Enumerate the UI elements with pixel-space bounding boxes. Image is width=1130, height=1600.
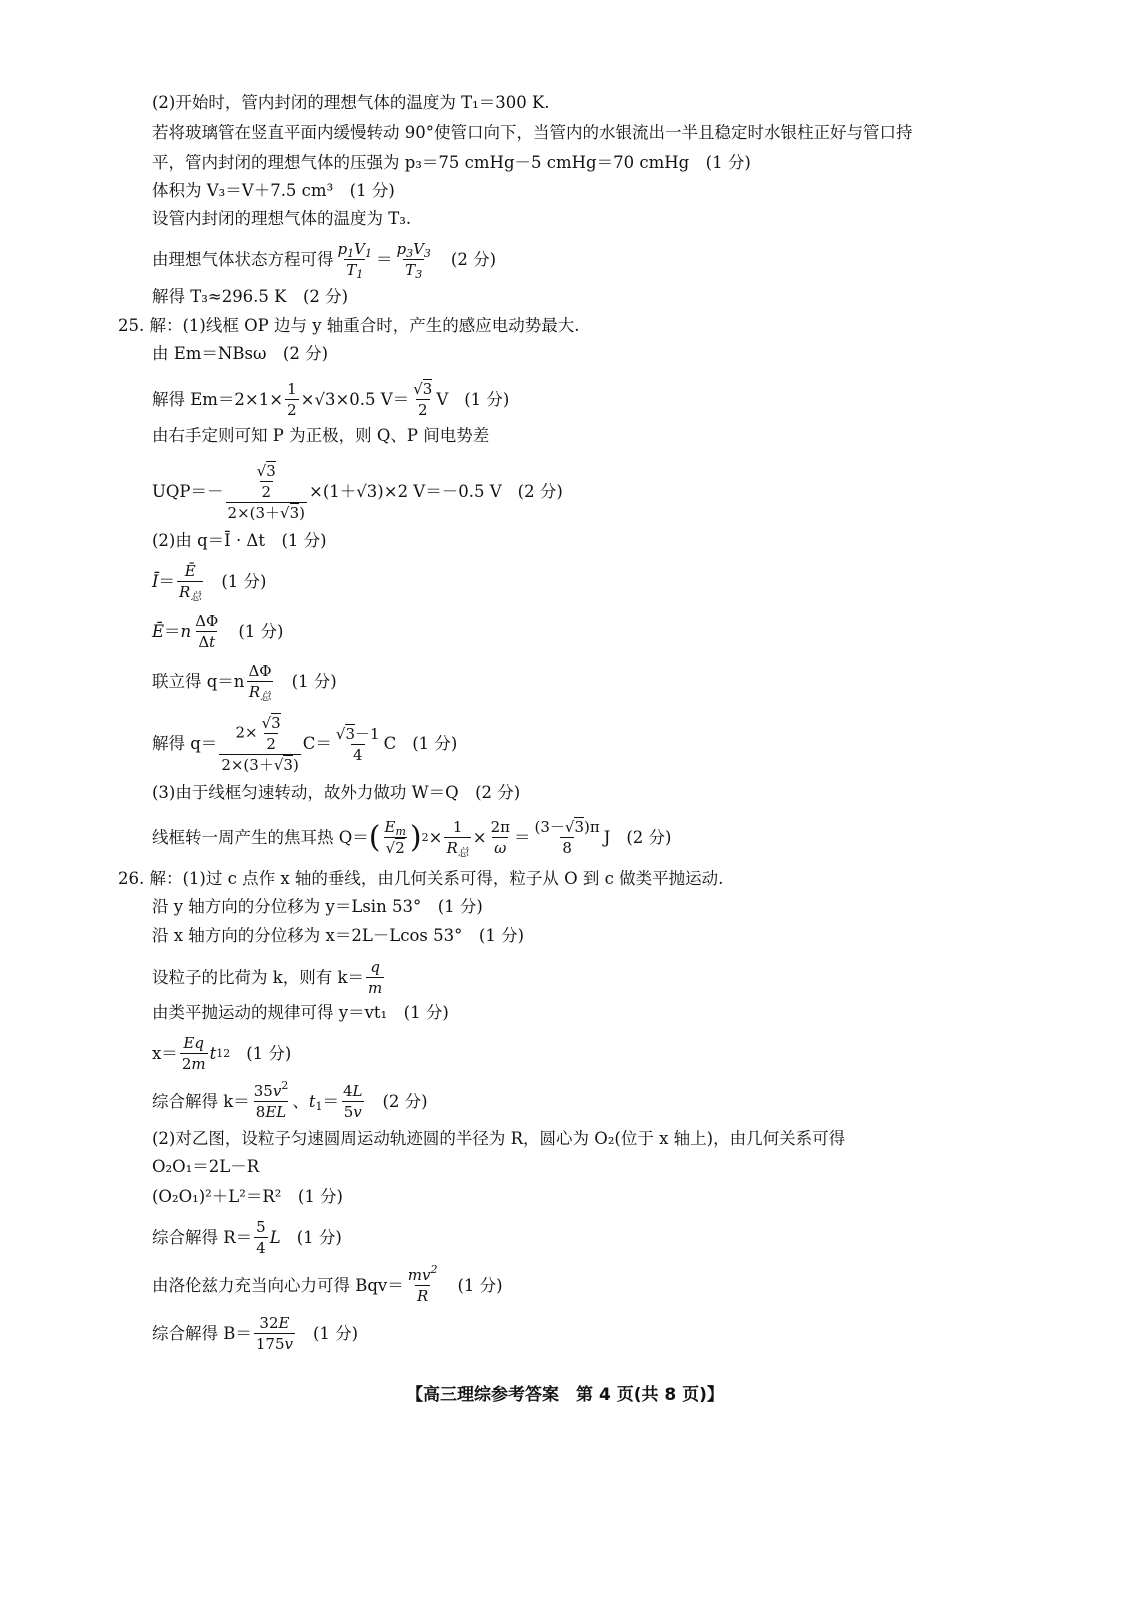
q26-lorentz-eq [152,1263,503,1305]
q26-title: 26. 解：(1)过 c 点作 x 轴的垂线，由几何关系可得，粒子从 O 到 c 做类平抛运动. [118,869,724,888]
eq-prefix: 综合解得 k＝ [152,1091,250,1111]
fraction-5-4: $\frac{5}{4}$ [256,1218,266,1257]
points-label: (2 分) [450,249,497,269]
q25-p2-charge: (2)由 q＝Ī · Δt (1 分) [152,531,327,550]
q25-title: 25. 解：(1)线框 OP 边与 y 轴重合时，产生的感应电动势最大. [118,316,580,335]
eq-prefix: UQP＝－ [152,482,224,501]
q25-uqp-equation [152,462,563,522]
points-label: (1 分) [313,1323,359,1343]
points-label: (1 分) [412,734,458,753]
fraction-mv2-r: $\frac{mv^2}{R}$ [407,1263,438,1305]
p2-line4: 设管内封闭的理想气体的温度为 T₃. [152,209,412,228]
fraction-one-r: $\frac{1}{R_总}$ [446,818,469,859]
p2-result: 解得 T₃≈296.5 K (2 分) [152,287,349,306]
q25-joint-eq [152,662,337,701]
eq-prefix: x＝ [152,1043,178,1063]
q26-k-solve: 综合解得 k＝ $\frac{35v^2}{8EL}$ 、$t_1=$ $\frac{4L}{5v}$ (2 分) [152,1079,428,1121]
eq-suffix: ×(1＋√3)×2 V＝－0.5 V [309,482,502,501]
fraction-dphi-dt: $\frac{\Delta\Phi}{\Delta t}$ [195,612,219,651]
eq-prefix: 综合解得 R＝ [152,1227,253,1247]
unit-coulomb: C [383,734,397,753]
points-label: (1 分) [221,571,267,591]
points-label: (1 分) [291,671,337,691]
q25-em: 由 Em＝NBsω (2 分) [152,344,329,363]
q25-p3-work: (3)由于线框匀速转动，故外力做功 W＝Q (2 分) [152,783,521,802]
eq-prefix: 联立得 q＝n [152,671,245,691]
fraction-uqp: $\frac{\frac{√3}{2}}{2\times(3+√3)}$ [227,462,306,522]
unit-joule: J [603,827,611,847]
eq-prefix: 由理想气体状态方程可得 [152,249,334,269]
fraction-4l-5v: $\frac{4L}{5v}$ [342,1082,363,1121]
p2-line1: 若将玻璃管在竖直平面内缓慢转动 90°使管口向下，当管内的水银流出一半且稳定时水银柱正好与管口持 [152,123,913,142]
fraction-e-r: $\frac{Ē}{R_总}$ [179,562,202,603]
points-label: (2 分) [517,482,563,501]
q26-charge-ratio [152,958,386,997]
points-label: (2 分) [626,827,672,847]
q26-uniform-motion: 由类平抛运动的规律可得 y＝vt₁ (1 分) [152,1003,449,1022]
eq-prefix: 由洛伦兹力充当向心力可得 Bqv＝ [152,1275,404,1295]
fraction-sqrt3-half: $\frac{√3}{2}$ [413,380,433,419]
eq-prefix: 线框转一周产生的焦耳热 Q＝ [152,827,369,847]
p2-line3: 体积为 V₃＝V＋7.5 cm³ (1 分) [152,181,395,200]
q25-right-hand-rule: 由右手定则可知 P 为正极，则 Q、P 间电势差 [152,426,490,445]
points-label: (2 分) [382,1091,428,1111]
q26-p2-intro: (2)对乙图，设粒子匀速圆周运动轨迹圆的半径为 R，圆心为 O₂(位于 x 轴上)，由几何关系可得 [152,1129,846,1148]
q25-emf-eq: Ē ＝n $\frac{\Delta\Phi}{\Delta t}$ (1 分) [152,612,284,651]
eq-mid: ×√3×0.5 V＝ [300,389,410,409]
q25-heat-eq: 线框转一周产生的焦耳热 Q＝ ( $\frac{E_m}{√2}$ ) 2 × $\frac{1}{R_总}$ × $\frac{2\pi}{\omega}$ ＝ $\frac{(3-√3)\pi}{8}$ J (2 分) [152,818,672,859]
fraction-q-m: $\frac{q}{m}$ [368,958,383,997]
q26-radius-solve: 综合解得 R＝ $\frac{5}{4}$ L (1 分) [152,1218,342,1257]
eq-prefix: 解得 Em＝2×1× [152,389,284,409]
ideal-gas-equation: 由理想气体状态方程可得 $\frac{p_1V_1}{T_1}$ ＝ $\frac{p_3V_3}{T_3}$ (2 分) [152,240,497,281]
q25-current-eq: Ī ＝ $\frac{Ē}{R_总}$ (1 分) [152,562,267,603]
fraction-35v2-8el: $\frac{35v^2}{8EL}$ [253,1079,289,1121]
eq-prefix: 综合解得 B＝ [152,1323,252,1343]
points-label: (1 分) [296,1227,342,1247]
eq-prefix: 解得 q＝ [152,734,218,753]
fraction-heat-result: $\frac{(3-√3)\pi}{8}$ [534,818,600,857]
fraction-2pi-omega: $\frac{2\pi}{\omega}$ [490,818,510,857]
fraction-p3v3-t3: $\frac{p_3V_3}{T_3}$ [396,240,431,281]
points-label: (1 分) [246,1043,292,1063]
fraction-charge-result: $\frac{√3-1}{4}$ [335,724,380,764]
fraction-half: $\frac{1}{2}$ [287,380,297,419]
points-label: (1 分) [457,1275,503,1295]
points-label: (1 分) [464,389,510,409]
q25-em-solve [152,380,509,419]
q26-x-equation: x＝ $\frac{Eq}{2m}$ t 1 2 (1 分) [152,1034,292,1073]
fraction-eq-2m: $\frac{Eq}{2m}$ [181,1034,206,1073]
p2-intro: (2)开始时，管内封闭的理想气体的温度为 T₁＝300 K. [152,93,550,112]
q26-pythagoras: (O₂O₁)²＋L²＝R² (1 分) [152,1187,343,1206]
q26-y-displacement: 沿 y 轴方向的分位移为 y＝Lsin 53° (1 分) [152,897,483,916]
unit-coulomb: C＝ [302,734,332,753]
fraction-p1v1-t1: $\frac{p_1V_1}{T_1}$ [337,240,372,281]
fraction-em-sqrt2: $\frac{E_m}{√2}$ [384,818,406,857]
q25-charge-solve [152,714,457,774]
unit-volt: V [436,389,449,409]
points-label: (1 分) [238,621,284,641]
eq-prefix: 设粒子的比荷为 k，则有 k＝ [152,967,364,987]
page-footer: 【高三理综参考答案 第 4 页(共 8 页)】 [406,1385,724,1405]
q26-b-solve [152,1314,358,1353]
q26-o2o1: O₂O₁＝2L－R [152,1157,260,1176]
p2-line2: 平，管内封闭的理想气体的压强为 p₃＝75 cmHg－5 cmHg＝70 cmHg (1 分) [152,153,751,172]
q26-x-displacement: 沿 x 轴方向的分位移为 x＝2L－Lcos 53° (1 分) [152,926,525,945]
fraction-dphi-r: $\frac{\Delta\Phi}{R_总}$ [248,662,272,703]
fraction-32e-175v: $\frac{32E}{175v}$ [255,1314,293,1353]
fraction-charge: 2× $\frac{√3}{2}$ 2×(3＋√3) [221,714,299,774]
